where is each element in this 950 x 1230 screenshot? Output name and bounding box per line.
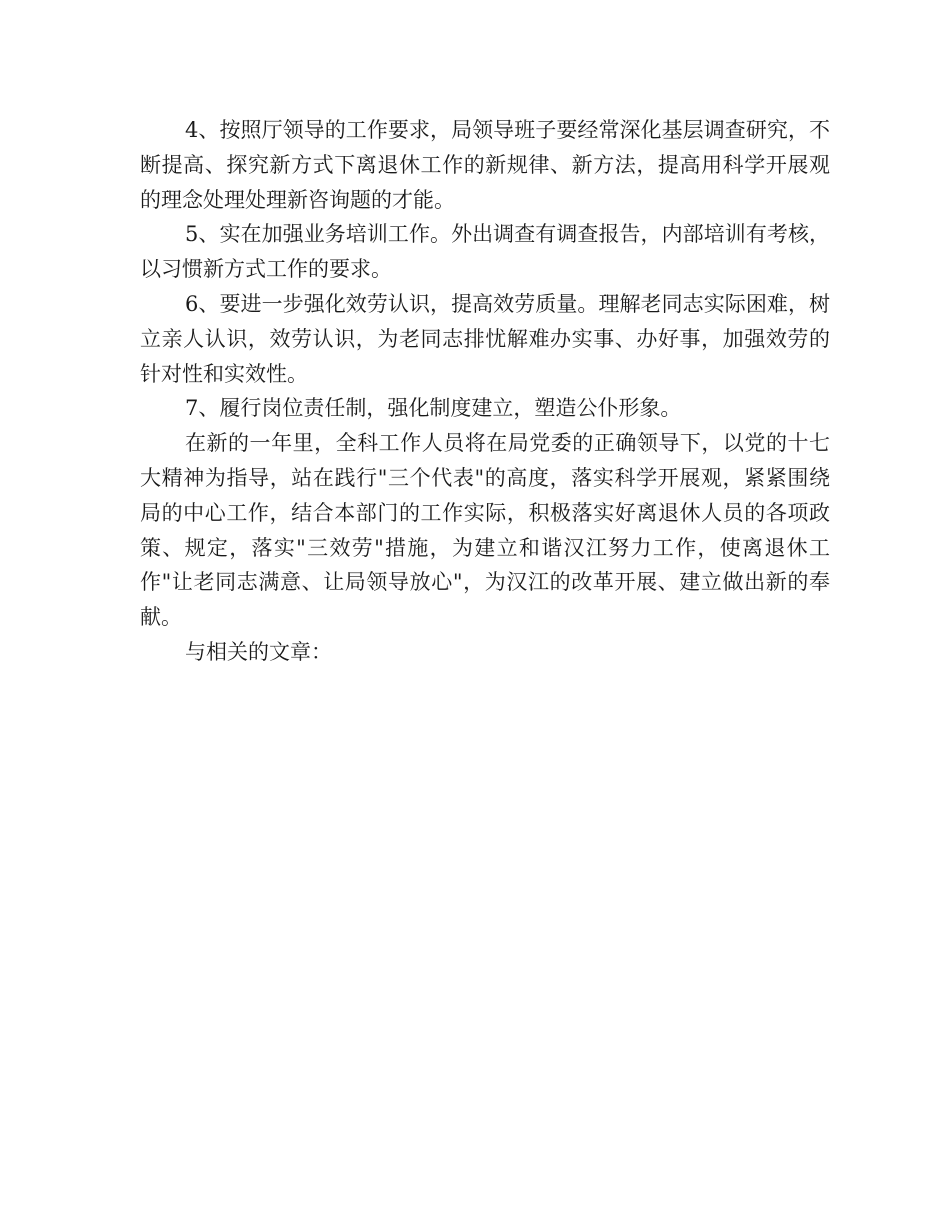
paragraph-new-year: 在新的一年里，全科工作人员将在局党委的正确领导下，以党的十七大精神为指导，站在践行"三个代表"的高度，落实科学开展观，紧紧围绕局的中心工作，结合本部门的工作实际，积极落实好离退休人员的各项政策、规定，落实"三效劳"措施，为建立和谐汉江努力工作，使离退休工作"让老同志满意、让局领导放心"，为汉江的改革开展、建立做出新的奉献。 (140, 431, 830, 630)
document-body (140, 113, 830, 670)
paragraph-item-4: 4、按照厅领导的工作要求，局领导班子要经常深化基层调查研究，不断提高、探究新方式下离退休工作的新规律、新方法，提高用科学开展观的理念处理处理新咨询题的才能。 (140, 118, 830, 212)
paragraph-item-7: 7、履行岗位责任制，强化制度建立，塑造公仆形象。 (185, 396, 682, 421)
related-articles-label: 与相关的文章： (185, 639, 332, 664)
paragraph-item-5: 5、实在加强业务培训工作。外出调查有调查报告，内部培训有考核，以习惯新方式工作的要求。 (140, 222, 830, 282)
paragraph-item-6: 6、要进一步强化效劳认识，提高效劳质量。理解老同志实际困难，树立亲人认识，效劳认识，为老同志排忧解难办实事、办好事，加强效劳的针对性和实效性。 (140, 291, 830, 386)
